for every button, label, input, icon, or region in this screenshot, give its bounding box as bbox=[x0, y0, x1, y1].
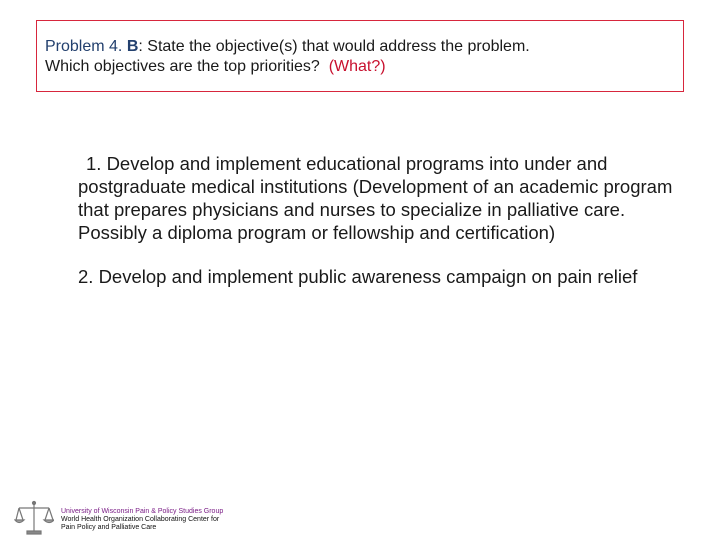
priorities-question: Which objectives are the top priorities? bbox=[45, 58, 320, 75]
objective-item-2: 2. Develop and implement public awareness campaign on pain relief bbox=[78, 266, 638, 287]
problem-header-box bbox=[36, 20, 684, 92]
problem-heading-line-1 bbox=[45, 37, 673, 57]
problem-heading-line-2 bbox=[45, 57, 673, 77]
scales-of-justice-icon bbox=[14, 500, 54, 536]
objective-item-1: 1. Develop and implement educational programs into under and postgraduate medical institutions (Development of an academic program that prepares physicians and nurses to specialize in palliative care. Possibly a diploma program or fellowship and certification) bbox=[78, 153, 673, 243]
objectives-list bbox=[78, 152, 678, 288]
footer-org-line: University of Wisconsin Pain & Policy Studies Group bbox=[61, 508, 224, 515]
footer-who-line: World Health Organization Collaborating Center for bbox=[61, 516, 220, 523]
footer-center-line: Pain Policy and Palliative Care bbox=[61, 524, 157, 531]
footer bbox=[14, 500, 294, 536]
part-b-label: B bbox=[126, 38, 139, 55]
what-label: (What?) bbox=[328, 58, 386, 75]
problem-label: Problem 4. bbox=[45, 38, 123, 55]
footer-text bbox=[61, 508, 223, 532]
problem-heading-text: : State the objective(s) that would address the problem. bbox=[138, 38, 530, 55]
